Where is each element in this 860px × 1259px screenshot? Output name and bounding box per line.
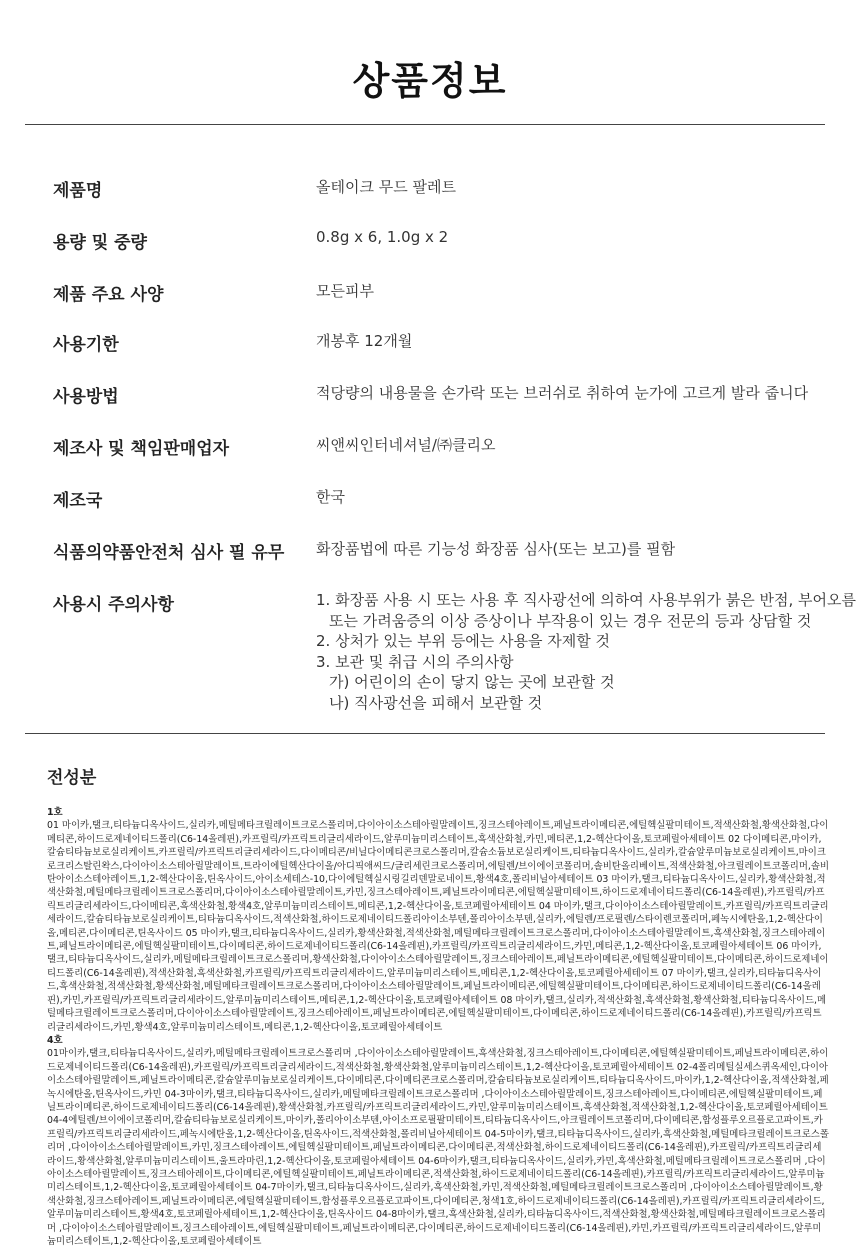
row-label: 사용시 주의사항 [53, 595, 174, 615]
caution-line: 나) 직사광선을 피해서 보관할 것 [329, 693, 543, 712]
row-value: 적당량의 내용물을 손가락 또는 브러쉬로 취하여 눈가에 고르게 발라 줍니다 [316, 384, 809, 402]
ingredients-title: 전성분 [47, 768, 97, 788]
row-value: 씨앤씨인터네셔널/㈜클리오 [316, 436, 496, 454]
ingredient-group-text: 01 마이카,탤크,티타늄디옥사이드,실리카,메틸메타크릴레이트크로스폴리머,다이아이소스테아릴말레이트,징크스테아레이트,페닐트라이메티콘,에틸헥실팔미테이트,적색산화철,황색산화철,다이메티콘,하이드로제네이티드폴리(C6-14올레핀),카프릴릭/카프릭트리글리세라이드,알루미늄미리스테이트,흑색산화철,카민,메티콘,1,2-헥산다이올,토코페릴아세테이트 02 다이메티콘,마이카,칼슘티타늄보로실리케이트,카프릴릭/카프릭트리글리세라이드,다이메티콘/비닐다이메티콘크로스폴리머,칼슘소듐보로실리케이트,티타늄디옥사이드,실리카,칼슘알루미늄보로실리케이트,마이크로크리스탈린왁스,다이아이소스테아릴말레이트,트라이에틸헥산다이올/아디픽애씨드/글리세린크로스폴리머,에틸렌/브이에이코폴리머,솔비탄올리베이트,적색산화철,아크릴레이트코폴리머,솔비탄아이소스테아레이트,1,2-헥산다이올,틴옥사이드,아이소세테스-10,다이에틸헥실시링길리덴말로네이트,황색4호,폴리비닐아세테이트 03 마이카,탤크,티타늄디옥사이드,실리카,황색산화철,적색산화철,메틸메타크릴레이트크로스폴리머,다이아이소스테아릴말레이트,카민,징크스테아레이트,페닐트라이메티콘,에틸헥실팔미테이트,하이드로제네이티드폴리(C6-14올레핀),카프릴릭/카프릭트리글리세라이드,다이메티콘,흑색산화철,황색4호,알루미늄미리스테이트,메티콘,1,2-헥산다이올,토코페릴아세테이트 04 마이카,탤크,다이아이소스테아릴말레이트,카프릴릭/카프릭트리글리세라이드,칼슘티타늄보로실리케이트,티타늄디옥사이드,적색산화철,하이드로제네이티드폴리아이소부텐,폴리아이소부텐,실리카,에틸렌/프로필렌/스타이렌코폴리머,페녹시에탄올,1,2-헥산다이올,메티콘,다이메티콘,틴옥사이드 05 마이카,탤크,티타늄디옥사이드,실리카,황색산화철,적색산화철,메틸메타크릴레이트크로스폴리머,다이아이소스테아릴말레이트,흑색산화철,징크스테아레이트,페닐트라이메티콘,에틸헥실팔미테이트,다이메티콘,하이드로제네이티드폴리(C6-14올레핀),카프릴릭/카프릭트리글리세라이드,카민,메티콘,1,2-헥산다이올,토코페릴아세테이트 06 마이카,탤크,티타늄디옥사이드,실리카,메틸메타크릴레이트크로스폴리머,황색산화철,다이아이소스테아릴말레이트,징크스테아레이트,페닐트라이메티콘,에틸헥실팔미테이트,다이메티콘,하이드로제네이티드폴리(C6-14올레핀),적색산화철,흑색산화철,카프릴릭/카프릭트리글리세라이드,알루미늄미리스테이트,메티콘,1,2-헥산다이올,토코페릴아세테이트 07 마이카,탤크,실리카,티타늄디옥사이드,흑색산화철,적색산화철,황색산화철,메틸메타크릴레이트크로스폴리머,다이아이소스테아릴말레이트,페닐트라이메티콘,에틸헥실팔미테이트,다이메티콘,하이드로제네이티드폴리(C6-14올레핀),카민,카프릴릭/카프릭트리글리세라이드,알루미늄미리스테이트,메티콘,1,2-헥산다이올,토코페릴아세테이트 08 마이카,탤크,실리카,적색산화철,흑색산화철,황색산화철,티타늄디옥사이드,메틸메타크릴레이트크로스폴리머,다이아이소스테아릴말레이트,징크스테아레이트,페닐트라이메티콘,에틸헥실팔미테이트,다이메티콘,하이드로제네이티드폴리(C6-14올레핀),카프릴릭/카프릭트리글리세라이드,카민,황색4호,알루미늄미리스테이트,메티콘,1,2-헥산다이올,토코페릴아세테이트 [47, 820, 830, 1033]
caution-line: 1. 화장품 사용 시 또는 사용 후 직사광선에 의하여 사용부위가 붉은 반점, 부어오름 [316, 591, 856, 609]
caution-line: 가) 어린이의 손이 닿지 않는 곳에 보관할 것 [329, 673, 615, 691]
caution-list [316, 590, 856, 713]
row-label: 사용기한 [53, 335, 119, 355]
row-value: 0.8g x 6, 1.0g x 2 [316, 228, 449, 246]
section-divider [25, 733, 825, 734]
ingredients-list [47, 806, 829, 1248]
top-divider [25, 124, 825, 125]
caution-line: 또는 가려움증의 이상 증상이나 부작용이 있는 경우 전문의 등과 상담할 것 [329, 611, 812, 630]
row-label: 사용방법 [53, 387, 119, 407]
row-value: 올테이크 무드 팔레트 [316, 178, 456, 196]
row-value: 모든피부 [316, 282, 374, 300]
caution-line: 2. 상처가 있는 부위 등에는 사용을 자제할 것 [316, 632, 611, 650]
row-label: 제품 주요 사양 [53, 285, 164, 305]
caution-line: 3. 보관 및 취급 시의 주의사항 [316, 652, 514, 671]
row-value: 한국 [316, 488, 345, 506]
row-label: 제조국 [53, 491, 103, 511]
ingredient-group-heading: 4호 [47, 1034, 63, 1046]
row-value: 화장품법에 따른 기능성 화장품 심사(또는 보고)를 필함 [316, 540, 676, 558]
ingredient-group-heading: 1호 [47, 807, 63, 818]
row-label: 제품명 [53, 181, 103, 201]
row-label: 용량 및 중량 [53, 233, 147, 253]
page-title: 상품정보 [352, 59, 508, 103]
row-label: 식품의약품안전처 심사 필 유무 [53, 543, 285, 563]
ingredient-group-text: 01마이카,탤크,티타늄디옥사이드,실리카,메틸메타크릴레이트크로스폴리머 ,다이아이소스테아릴말레이트,흑색산화철,징크스테아레이트,다이메티콘,에틸헥실팔미테이트,페닐트라이메티콘,하이드로제네이티드폴리(C6-14올레핀),카프릴릭/카프릭트리글리세라이드,적색산화철,황색산화철,알루미늄미리스테이트,1,2-헥산다이올,토코페릴아세테이트 02-4폴리메틸실세스퀴옥세인,다이아이소스테아릴말레이트,페닐트라이메티콘,칼슘알루미늄보로실리케이트,다이메티콘,다이메티콘크로스폴리머,칼슘티타늄보로실리케이트,티타늄디옥사이드,마이카,1,2-헥산다이올,적색산화철,페녹시에탄올,틴옥사이드,카민 04-3마이카,탤크,티타늄디옥사이드,실리카,메틸메타크릴레이트크로스폴리머 ,다이아이소스테아릴말레이트,징크스테아레이트,다이메티콘,에틸헥실팔미테이트,페닐트라이메티콘,하이드로제네이티드폴리(C6-14올레핀),황색산화철,카프릴릭/카프릭트리글리세라이드,카민,알루미늄미리스테이트,흑색산화철,적색산화철,1,2-헥산다이올,토코페릴아세테이트 04-4에틸렌/브이에이코폴리머,칼슘티타늄보로실리케이트,마이카,폴리아이소부텐,아이소프로필팔미테이트,티타늄디옥사이드,아크릴레이트코폴리머,다이메티콘,합성플루오르플로고파이트,카프릴릭/카프릭트리글리세라이드,페녹시에탄올,1,2-헥산다이올,틴옥사이드,적색산화철,폴리비닐아세테이트 04-5마이카,탤크,티타늄디옥사이드,실리카,흑색산화철,메틸메타크릴레이트크로스폴리머 ,다이아이소스테아릴말레이트,카민,징크스테아레이트,에틸헥실팔미테이트,페닐트라이메티콘,다이메티콘,적색산화철,하이드로제네이티드폴리(C6-14올레핀),카프릴릭/카프릭트리글리세라이드,황색산화철,알루미늄미리스테이트,울트라마린,1,2-헥산다이올,토코페릴아세테이트 04-6마이카,탤크,티타늄디옥사이드,실리카,카민,흑색산화철,메틸메타크릴레이트크로스폴리머 ,다이아이소스테아릴말레이트,징크스테아레이트,다이메티콘,에틸헥실팔미테이트,페닐트라이메티콘,적색산화철,하이드로제네이티드폴리(C6-14올레핀),카프릴릭/카프릭트리글리세라이드,알루미늄미리스테이트,1,2-헥산다이올,토코페릴아세테이트 04-7마이카,탤크,티타늄디옥사이드,실리카,흑색산화철,카민,적색산화철,메틸메타크릴레이트크로스폴리머 ,다이아이소스테아릴말레이트,황색산화철,징크스테아레이트,페닐트라이메티콘,에틸헥실팔미테이트,합성플루오르플로고파이트,다이메티콘,청색1호,하이드로제네이티드폴리(C6-14올레핀),카프릴릭/카프릭트리글리세라이드,알루미늄미리스테이트,황색4호,토코페릴아세테이트,1,2-헥산다이올,틴옥사이드 04-8마이카,탤크,흑색산화철,실리카,티타늄디옥사이드,적색산화철,황색산화철,메틸메타크릴레이트크로스폴리머 ,다이아이소스테아릴말레이트,징크스테아레이트,에틸헥실팔미테이트,페닐트라이메티콘,다이메티콘,하이드로제네이티드폴리(C6-14올레핀),카민,카프릴릭/카프릭트리글리세라이드,알루미늄미리스테이트,1,2-헥산다이올,토코페릴아세테이트 [47, 1048, 829, 1247]
row-value: 개봉후 12개월 [316, 332, 413, 350]
row-label: 제조사 및 책임판매업자 [53, 439, 230, 459]
